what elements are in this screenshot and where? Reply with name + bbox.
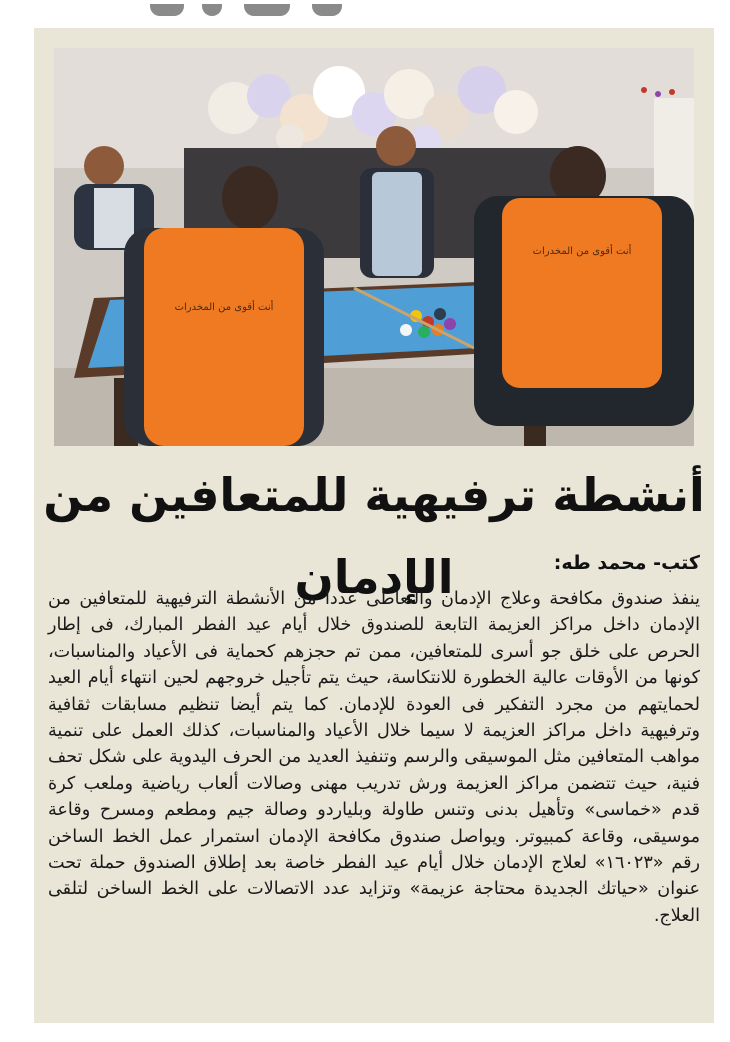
masthead-fragment xyxy=(140,0,380,16)
article-headline: أنشطة ترفيهية للمتعافين من الإدمان xyxy=(43,468,705,604)
article-photo xyxy=(54,48,694,446)
newspaper-clipping xyxy=(34,28,714,1023)
article-byline: كتب- محمد طه: xyxy=(553,552,700,574)
vest-print-right: أنت أقوى من المخدرات xyxy=(532,246,632,257)
vest-print-left: أنت أقوى من المخدرات xyxy=(174,302,274,313)
article-body: ينفذ صندوق مكافحة وعلاج الإدمان والتعاطى عددا من الأنشطة الترفيهية للمتعافين من الإدمان داخل مراكز العزيمة التابعة للصندوق خلال أيام عيد الفطر المبارك، فى إطار الحرص على خلق جو أسرى للمتعافين، ممن تم حجزهم كحماية فى الأعياد والمناسبات، كونها من الأوقات عالية الخطورة للانتكاسة، حيث يتم تأجيل خروجهم لحين انتهاء أيام العيد لحمايتهم من مجرد التفكير فى العودة للإدمان. كما يتم أيضا تنظيم مسابقات ثقافية وترفيهية داخل مراكز العزيمة لا سيما خلال الأعياد والمناسبات، كذلك العمل على تنمية مواهب المتعافين مثل الموسيقى والرسم وتنفيذ العديد من الحرف اليدوية على شكل تحف فنية، حيث تتضمن مراكز العزيمة ورش تدريب مهنى وصالات ألعاب رياضية وملعب كرة قدم «خماسى» وتأهيل بدنى وتنس طاولة وبلياردو وصالة جيم ومطعم ومسرح وقاعة موسيقى، وقاعة كمبيوتر. ويواصل صندوق مكافحة الإدمان استمرار عمل الخط الساخن رقم «١٦٠٢٣» لعلاج الإدمان خلال أيام عيد الفطر خاصة بعد إطلاق الصندوق حملة تحت عنوان «حياتك الجديدة محتاجة عزيمة» وتزايد عدد الاتصالات على الخط الساخن لتلقى العلاج. xyxy=(48,589,700,926)
billiards-scene-illustration xyxy=(54,48,694,446)
